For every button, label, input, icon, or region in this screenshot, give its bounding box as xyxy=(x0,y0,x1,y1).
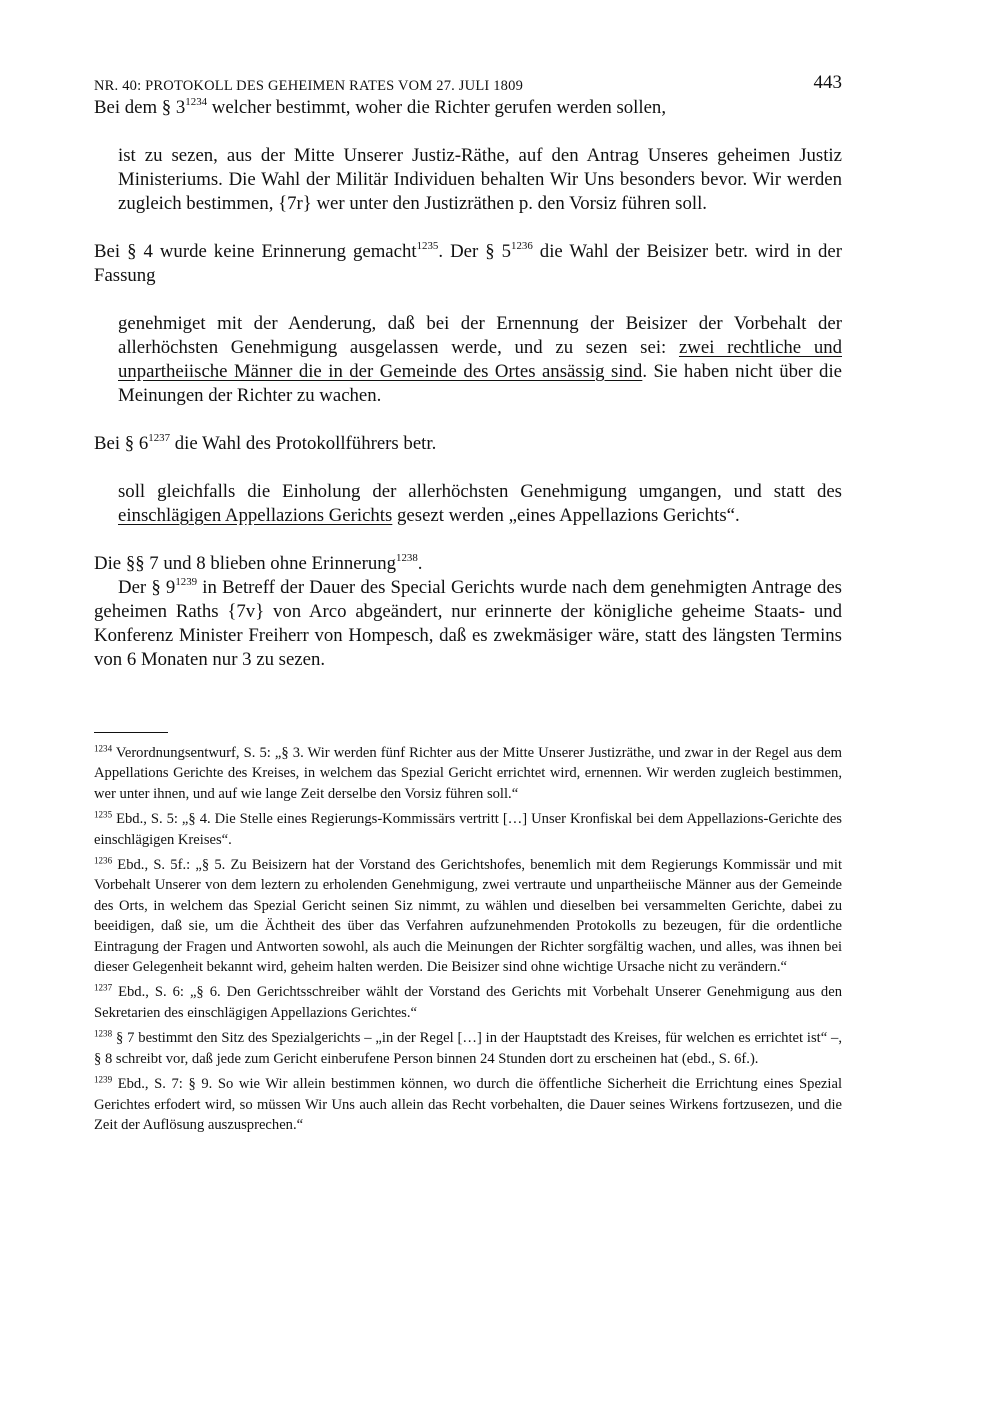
footnote-ref-1238: 1238 xyxy=(396,551,418,564)
footnote-ref-1234: 1234 xyxy=(185,95,208,108)
quote-section-6: soll gleichfalls die Einholung der allerhöchsten Genehmigung umgangen, und statt des einschlägigen Appellazions Gerichts gesezt werden „eines Appellazions Gerichts“. xyxy=(118,481,842,526)
paragraph-section-6: Bei § $6^{1237}$ die Wahl des Protokollführers betr. xyxy=(94,431,437,454)
paragraph-section-9: Der § $9^{1239}$ in Betreff der Dauer des Special Gerichts wurde nach dem genehmigten Antrage des geheimen Raths {7v} von Arco abgeändert, nur erinnerte der königliche geheime Staats- und Konferenz Minister Freiherr von Hompesch, daß es zwekmäsiger wäre, statt des längsten Termins von 6 Monaten nur 3 zu sezen. xyxy=(94,575,842,670)
paragraph-section-7-8: Die §§ 7 und 8 blieben ohne Erinnerung$^{1238}$. xyxy=(94,551,423,574)
footnote-1239: $^{1239}$ Ebd., S. 7: § 9. So wie Wir allein bestimmen können, wo durch die öffentliche Sicherheit die Errichtung eines Spezial Gerichtes erfodert wird, so müssen Wir Uns auch allein das Recht vorbehalten, die Dauer seines Wirkens fortzusezen, und die Zeit der Auflösung auszusprechen.“ xyxy=(94,1074,842,1133)
underlined-phrase: einschlägigen Appellazions Gerichts xyxy=(118,505,393,526)
footnote-1234: $^{1234}$ Verordnungsentwurf, S. 5: „§ 3. Wir werden fünf Richter aus der Mitte Unserer Justizräthe, und zwar in der Regel aus dem Appellations Gerichte des Kreises, in welchem das Spezial Gericht errichtet wird, ernennen. Wir werden zugleich bestimmen, wer unter ihnen, und auf wie lange Zeit derselbe den Vorsiz führen soll.“ xyxy=(94,743,842,802)
underlined-phrase: zwei rechtliche und unpartheiische Männer die in der Gemeinde des Ortes ansässig sind xyxy=(118,337,842,382)
footnote-ref-1236: 1236 xyxy=(511,239,533,252)
paragraph-section-4-5: Bei § 4 wurde keine Erinnerung gemacht$^{1235}$. Der § $5^{1236}$ die Wahl der Beisizer betr. wird in der Fassung xyxy=(94,239,842,286)
quote-section-5: genehmiget mit der Aenderung, daß bei der Ernennung der Beisizer der Vorbehalt der allerhöchsten Genehmigung ausgelassen werde, und zu sezen sei: zwei rechtliche und unpartheiische Männer die in der Gemeinde des Ortes ansässig sind. Sie haben nicht über die Meinungen der Richter zu wachen. xyxy=(118,313,842,406)
page-number: 443 xyxy=(813,72,842,93)
quote-section-3: ist zu sezen, aus der Mitte Unserer Justiz-Räthe, auf den Antrag Unseres geheimen Justiz Ministeriums. Die Wahl der Militär Individuen behalten Wir Uns besonders bevor. Wir werden zugleich bestimmen, {7r} wer unter den Justizräthen p. den Vorsiz führen soll. xyxy=(118,145,842,214)
footnote-1238: $^{1238}$ § 7 bestimmt den Sitz des Spezialgerichts – „in der Regel […] in der Hauptstadt des Kreises, für welchen es errichtet ist“ –, § 8 schreibt vor, daß jede zum Gericht einberufene Person binnen 24 Stunden dort zu erscheinen hat (ebd., S. 6f.). xyxy=(94,1028,842,1067)
running-head: NR. 40: PROTOKOLL DES GEHEIMEN RATES VOM 27. JULI 1809 xyxy=(94,78,524,94)
footnote-ref-1237: 1237 xyxy=(148,431,171,444)
paragraph-section-3: Bei dem § $3^{1234}$ welcher bestimmt, woher die Richter gerufen werden sollen, xyxy=(94,95,667,118)
document-page xyxy=(94,70,842,1140)
main-text xyxy=(94,96,842,672)
footnote-ref-1235: 1235 xyxy=(416,239,439,252)
footnote-separator xyxy=(94,732,168,733)
footnote-ref-1239: 1239 xyxy=(175,575,198,588)
footnote-1237: $^{1237}$ Ebd., S. 6: „§ 6. Den Gerichtsschreiber wählt der Vorstand des Gerichts mit Vorbehalt Unserer Genehmigung aus den Sekretarien des einschlägigen Appellazions Gerichtes.“ xyxy=(94,983,842,1021)
footnote-1236: $^{1236}$ Ebd., S. 5f.: „§ 5. Zu Beisizern hat der Vorstand des Gerichtshofes, benemlich mit dem Regierungs Kommissär und mit Vorbehalt Unserer von dem leztern zu erholenden Genehmigung, zwei vertraute und unpartheiische Männer aus der Gemeinde des Orts, in welchem das Spezial Gericht seinen Siz nimmt, zu wählen und dieselben bei versammelten Gerichte, dabei zu beeidigen, daß sie, um die Ächtheit des über das Verfahren aufzunehmenden Protokolls zu bezeugen, für die ordentliche Eintragung der Fragen und Antworten sowohl, als auch die Meinungen der Richter sorgfältig wachen, und alles, was ihnen bei dieser Gelegenheit bekannt wird, geheim halten werden. Die Beisizer sind ohne wichtige Ursache nicht zu verändern.“ xyxy=(94,855,842,976)
footnotes xyxy=(94,743,842,1135)
page-header xyxy=(94,70,842,96)
footnote-1235: $^{1235}$ Ebd., S. 5: „§ 4. Die Stelle eines Regierungs-Kommissärs vertritt […] Unser Kronfiskal bei dem Appellazions-Gerichte des einschlägigen Kreises“. xyxy=(94,809,842,848)
